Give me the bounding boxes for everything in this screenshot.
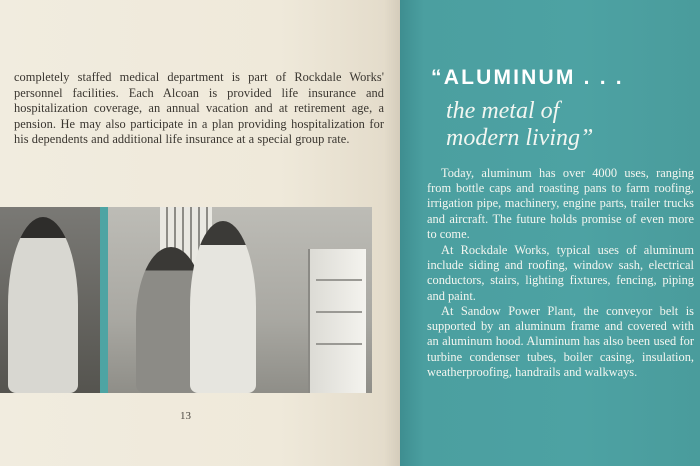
rockdale-paragraph-text: At Rockdale Works, typical uses of aluminum include siding and roofing, window sash, electrical conductors, stairs, lighting fixtures, fencing, piping and paint.	[427, 243, 694, 303]
cabinet-shelf	[316, 343, 362, 345]
medical-photo	[0, 207, 372, 393]
photo-cabinet	[308, 249, 366, 393]
photo-divider	[100, 207, 108, 393]
cabinet-shelf	[316, 279, 362, 281]
subhead-line-2: modern living”	[446, 125, 594, 151]
medical-paragraph: completely staffed medical department is part of Rockdale Works' personnel facilities. Each Alcoan is provided life insurance and hospitalization coverage, an annual vacation and at retirement age, a pension. He may also participate in a plan providing hospitalization for his dependents and additional life insurance at a special group rate.	[14, 70, 384, 147]
rockdale-paragraph	[427, 243, 694, 304]
sandow-paragraph-text: At Sandow Power Plant, the conveyor belt is supported by an aluminum frame and covered with an aluminum hood. Aluminum has also been used for turbine condenser tubes, boiler casing, insulation, weatherproofing, handrails and walkways.	[427, 304, 694, 379]
subhead-line-1: the metal of	[446, 98, 560, 124]
cabinet-shelf	[316, 311, 362, 313]
headline: “ALUMINUM . . .	[431, 66, 624, 89]
uses-paragraph-text: Today, aluminum has over 4000 uses, ranging from bottle caps and roasting pans to farm roofing, irrigation pipe, machinery, engine parts, trailer trucks and aircraft. The future holds promise of even more to come.	[427, 166, 694, 241]
page-number: 13	[180, 410, 191, 422]
photo-figure-nurse	[190, 221, 256, 393]
photo-left-panel	[0, 207, 100, 393]
photo-right-panel	[108, 207, 372, 393]
uses-paragraph	[427, 166, 694, 242]
sandow-paragraph	[427, 304, 694, 380]
photo-figure-doctor	[8, 217, 78, 393]
